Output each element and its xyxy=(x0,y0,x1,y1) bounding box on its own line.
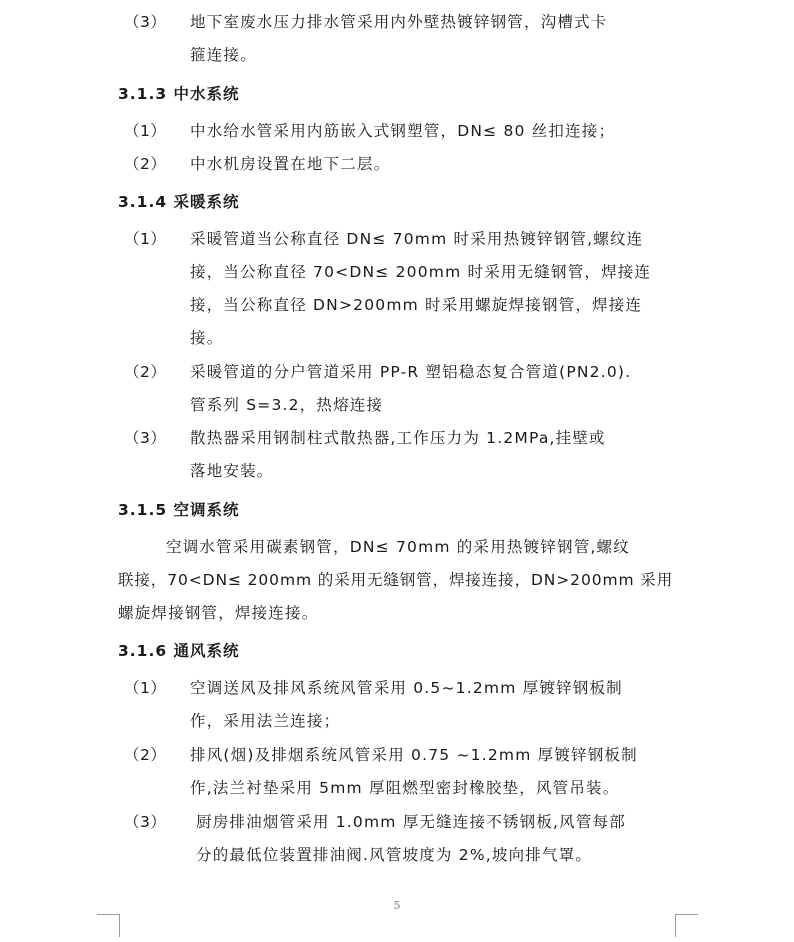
paragraph-line: 螺旋焊接钢管，焊接连接。 xyxy=(118,604,319,622)
item-text-line: 地下室废水压力排水管采用内外壁热镀锌钢管，沟槽式卡 xyxy=(190,13,608,31)
item-text-line: 中水机房设置在地下二层。 xyxy=(190,155,391,173)
item-number: （2） xyxy=(124,363,167,381)
item-text-line: 采暖管道的分户管道采用 PP-R 塑铝稳态复合管道(PN2.0). xyxy=(190,363,632,381)
paragraph-line: 联接，70<DN≤ 200mm 的采用无缝钢管，焊接连接，DN>200mm 采用 xyxy=(118,571,674,589)
item-text-line: 接，当公称直径 70<DN≤ 200mm 时采用无缝钢管，焊接连 xyxy=(190,263,652,281)
crop-mark-right xyxy=(675,914,698,937)
item-text-line: 作，采用法兰连接； xyxy=(190,712,341,730)
item-text-line: 箍连接。 xyxy=(190,46,257,64)
crop-mark-left xyxy=(97,914,120,937)
item-text-line: 采暖管道当公称直径 DN≤ 70mm 时采用热镀锌钢管,螺纹连 xyxy=(190,230,644,248)
item-number: （2） xyxy=(124,155,167,173)
section-heading: 3.1.5 空调系统 xyxy=(118,501,240,519)
section-heading: 3.1.6 通风系统 xyxy=(118,642,240,660)
item-text-line: 作,法兰衬垫采用 5mm 厚阻燃型密封橡胶垫，风管吊装。 xyxy=(190,779,620,797)
item-text-line: 散热器采用钢制柱式散热器,工作压力为 1.2MPa,挂壁或 xyxy=(190,429,606,447)
item-number: （3） xyxy=(124,429,167,447)
item-number: （1） xyxy=(124,230,167,248)
item-text-line: 管系列 S=3.2，热熔连接 xyxy=(190,396,384,414)
item-text-line: 接，当公称直径 DN>200mm 时采用螺旋焊接钢管，焊接连 xyxy=(190,296,643,314)
item-number: （2） xyxy=(124,746,167,764)
item-text-line: 中水给水管采用内筋嵌入式钢塑管，DN≤ 80 丝扣连接； xyxy=(190,122,616,140)
item-text-line: 空调送风及排风系统风管采用 0.5~1.2mm 厚镀锌钢板制 xyxy=(190,679,623,697)
item-text-line: 落地安装。 xyxy=(190,462,274,480)
section-heading: 3.1.3 中水系统 xyxy=(118,85,240,103)
item-number: （3） xyxy=(124,813,167,831)
paragraph-line: 空调水管采用碳素钢管，DN≤ 70mm 的采用热镀锌钢管,螺纹 xyxy=(166,538,630,556)
item-text-line: 分的最低位装置排油阀.风管坡度为 2%,坡向排气罩。 xyxy=(196,846,593,864)
page-number: 5 xyxy=(393,899,401,912)
item-text-line: 厨房排油烟管采用 1.0mm 厚无缝连接不锈钢板,风管每部 xyxy=(196,813,626,831)
section-heading: 3.1.4 采暖系统 xyxy=(118,193,240,211)
item-number: （3） xyxy=(124,13,167,31)
item-number: （1） xyxy=(124,122,167,140)
item-text-line: 接。 xyxy=(190,329,224,347)
item-number: （1） xyxy=(124,679,167,697)
item-text-line: 排风(烟)及排烟系统风管采用 0.75 ~1.2mm 厚镀锌钢板制 xyxy=(190,746,638,764)
